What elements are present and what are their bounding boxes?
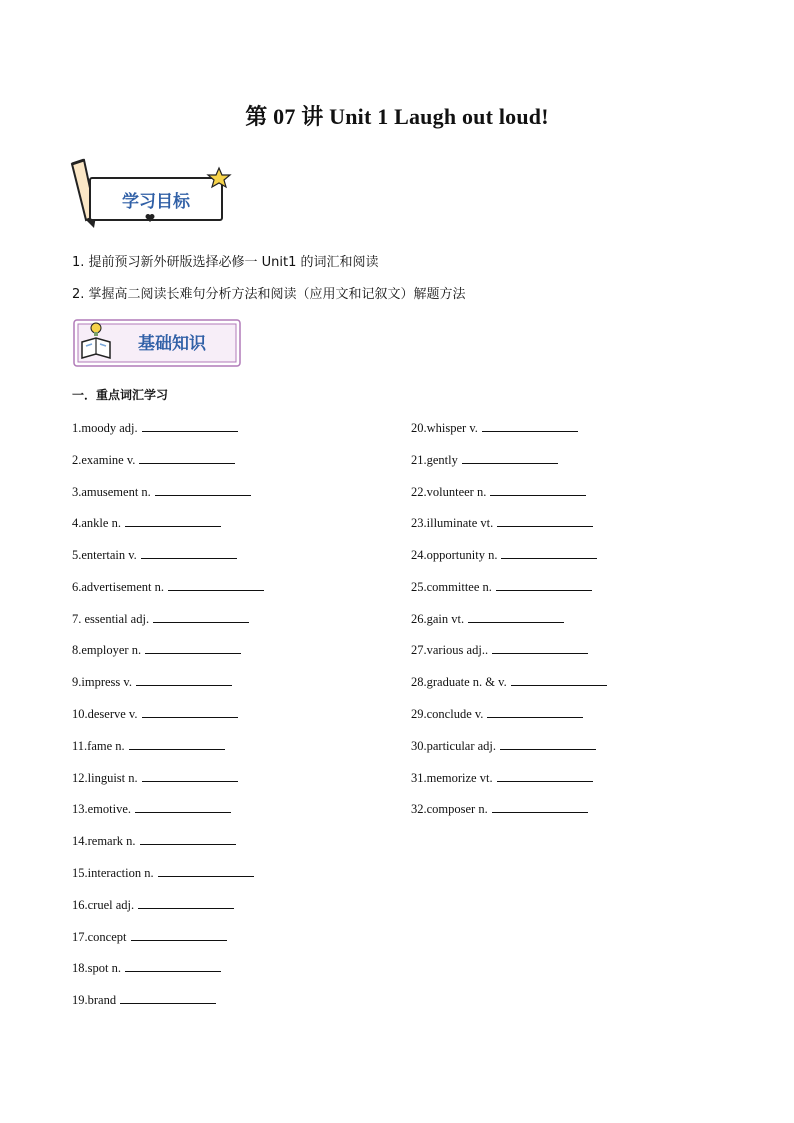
vocab-item: 21.gently: [411, 451, 558, 468]
vocab-item: 2.examine v.: [72, 451, 235, 468]
vocab-item: 16.cruel adj.: [72, 896, 234, 913]
vocab-item: 18.spot n.: [72, 959, 221, 976]
objective-2: 2. 掌握高二阅读长难句分析方法和阅读（应用文和记叙文）解题方法: [72, 287, 466, 302]
vocab-item: 12.linguist n.: [72, 769, 238, 786]
answer-blank[interactable]: [131, 928, 227, 941]
vocab-item: 25.committee n.: [411, 578, 592, 595]
vocab-item: 27.various adj..: [411, 641, 588, 658]
answer-blank[interactable]: [497, 769, 593, 782]
answer-blank[interactable]: [468, 610, 564, 623]
banner-label: 基础知识: [138, 334, 206, 354]
vocab-item: 17.concept: [72, 928, 227, 945]
vocab-item: 4.ankle n.: [72, 514, 221, 531]
answer-blank[interactable]: [511, 673, 607, 686]
vocab-item: 3.amusement n.: [72, 483, 251, 500]
answer-blank[interactable]: [141, 546, 237, 559]
answer-blank[interactable]: [492, 641, 588, 654]
banner-label: 学习目标: [122, 192, 190, 212]
vocab-item: 11.fame n.: [72, 737, 225, 754]
vocab-item: 31.memorize vt.: [411, 769, 593, 786]
objective-1: 1. 提前预习新外研版选择必修一 Unit1 的词汇和阅读: [72, 255, 379, 270]
vocab-item: 28.graduate n. & v.: [411, 673, 607, 690]
answer-blank[interactable]: [153, 610, 249, 623]
answer-blank[interactable]: [135, 800, 231, 813]
vocab-item: 14.remark n.: [72, 832, 236, 849]
answer-blank[interactable]: [155, 483, 251, 496]
vocab-item: 10.deserve v.: [72, 705, 238, 722]
answer-blank[interactable]: [138, 896, 234, 909]
learning-objectives-banner: [68, 156, 238, 232]
answer-blank[interactable]: [487, 705, 583, 718]
vocab-item: 9.impress v.: [72, 673, 232, 690]
answer-blank[interactable]: [125, 959, 221, 972]
answer-blank[interactable]: [168, 578, 264, 591]
vocab-item: 6.advertisement n.: [72, 578, 264, 595]
answer-blank[interactable]: [500, 737, 596, 750]
answer-blank[interactable]: [492, 800, 588, 813]
answer-blank[interactable]: [142, 769, 238, 782]
answer-blank[interactable]: [158, 864, 254, 877]
answer-blank[interactable]: [139, 451, 235, 464]
vocab-item: 32.composer n.: [411, 800, 588, 817]
answer-blank[interactable]: [125, 514, 221, 527]
answer-blank[interactable]: [142, 705, 238, 718]
vocab-item: 7. essential adj.: [72, 610, 249, 627]
vocab-item: 20.whisper v.: [411, 419, 578, 436]
answer-blank[interactable]: [145, 641, 241, 654]
vocab-item: 30.particular adj.: [411, 737, 596, 754]
section-heading: 一．重点词汇学习: [72, 388, 169, 402]
vocab-item: 23.illuminate vt.: [411, 514, 593, 531]
vocab-item: 13.emotive.: [72, 800, 231, 817]
vocab-item: 19.brand: [72, 991, 216, 1008]
vocab-item: 8.employer n.: [72, 641, 241, 658]
answer-blank[interactable]: [490, 483, 586, 496]
vocab-item: 24.opportunity n.: [411, 546, 597, 563]
answer-blank[interactable]: [129, 737, 225, 750]
basic-knowledge-banner: [72, 318, 244, 370]
vocab-item: 5.entertain v.: [72, 546, 237, 563]
vocab-item: 29.conclude v.: [411, 705, 583, 722]
vocab-item: 15.interaction n.: [72, 864, 254, 881]
answer-blank[interactable]: [120, 991, 216, 1004]
answer-blank[interactable]: [496, 578, 592, 591]
answer-blank[interactable]: [142, 419, 238, 432]
answer-blank[interactable]: [462, 451, 558, 464]
answer-blank[interactable]: [140, 832, 236, 845]
answer-blank[interactable]: [497, 514, 593, 527]
answer-blank[interactable]: [136, 673, 232, 686]
vocab-item: 26.gain vt.: [411, 610, 564, 627]
vocab-item: 1.moody adj.: [72, 419, 238, 436]
page-title: 第 07 讲 Unit 1 Laugh out loud!: [245, 104, 549, 129]
answer-blank[interactable]: [482, 419, 578, 432]
vocab-item: 22.volunteer n.: [411, 483, 586, 500]
answer-blank[interactable]: [501, 546, 597, 559]
